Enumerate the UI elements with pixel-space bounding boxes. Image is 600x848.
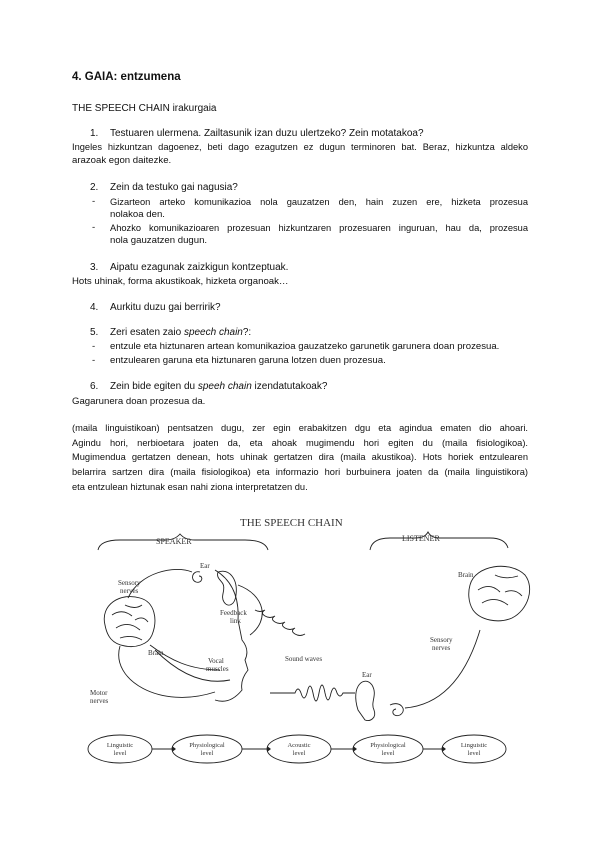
subtitle: THE SPEECH CHAIN irakurgaia xyxy=(72,103,217,114)
question-text-italic: speeh chain xyxy=(197,381,252,392)
question-text: Zein da testuko gai nagusia? xyxy=(110,182,238,193)
label-vocal-muscles: Vocal xyxy=(208,657,224,665)
question-number: 2. xyxy=(90,182,99,193)
listener-label: LISTENER xyxy=(402,534,440,543)
speaker-label: SPEAKER xyxy=(156,537,192,546)
sound-wave-line xyxy=(270,685,355,701)
question-text-part: ?: xyxy=(242,327,252,338)
bullet-line: nolakoa den. xyxy=(110,209,165,220)
feedback-wave xyxy=(255,610,305,636)
bullet-dash: - xyxy=(92,341,96,352)
label-feedback: Feedback xyxy=(220,609,247,617)
question-text: Testuaren ulermena. Zailtasunik izan duzu ulertzeko? Zein motatakoa? xyxy=(110,128,424,139)
label-brain-right: Brain xyxy=(458,571,474,579)
level-label: Physiological xyxy=(189,742,225,749)
bullet-line: Gizarteon arteko komunikazioa nola gauzatzen den, hain zuzen ere, hizketa prozesua xyxy=(110,197,528,207)
label-ear-left: Ear xyxy=(200,562,210,570)
label-ear-right: Ear xyxy=(362,671,372,679)
label-sound-waves: Sound waves xyxy=(285,655,323,663)
speaker-ear-cochlea xyxy=(193,572,202,583)
question-number: 4. xyxy=(90,302,99,313)
bullet-dash: - xyxy=(92,222,96,233)
label-feedback: link xyxy=(230,617,241,625)
answer-line: Gagarunera doan prozesua da. xyxy=(72,396,206,407)
figure-title: THE SPEECH CHAIN xyxy=(240,517,343,529)
paragraph-line: (maila linguistikoan) pentsatzen dugu, zer egin erabakitzen dgu eta agindua ematen dio ahoari. xyxy=(72,423,528,433)
question-text: Aipatu ezagunak zaizkigun kontzeptuak. xyxy=(110,262,289,273)
question-number: 5. xyxy=(90,327,99,338)
label-motor-nerves: nerves xyxy=(90,697,109,705)
label-vocal-muscles: muscles xyxy=(206,665,229,673)
paragraph-line: Agindu hori, nerbioetara joaten da, eta ahoak mugimendu hori egiten du (maila fisiologikoa). xyxy=(72,438,528,448)
bullet-line: Ahozko komunikazioaren prozesuan hizkuntzaren prozesuaren inguruan, hau da, prozesua xyxy=(110,223,528,233)
bullet-line: entzule eta hiztunaren artean komunikazioa gauzatzeko garunetik garunera doan prozesua. xyxy=(110,341,500,352)
level-label: level xyxy=(467,750,481,757)
label-sensory-nerves-left: Sensory xyxy=(118,579,141,587)
listener-ear-cochlea xyxy=(390,704,403,716)
question-number: 3. xyxy=(90,262,99,273)
brain-folds xyxy=(478,575,522,605)
level-ellipse-5 xyxy=(442,735,506,763)
question-text-part: Zein bide egiten du xyxy=(110,381,198,392)
answer-line: Hots uhinak, forma akustikoak, hizketa organoak… xyxy=(72,276,289,287)
level-label: level xyxy=(292,750,306,757)
speech-chain-diagram xyxy=(80,510,540,785)
page-title: 4. GAIA: entzumena xyxy=(72,71,181,83)
motor-nerve-arc xyxy=(119,646,215,697)
question-text-part: izendatutakoak? xyxy=(251,381,328,392)
speaker-ear-shape xyxy=(218,571,237,605)
label-brain-left: Brain xyxy=(148,649,164,657)
level-label: Linguistic xyxy=(106,742,134,749)
brain-folds xyxy=(112,605,148,640)
answer-line: arazoak egon daitezke. xyxy=(72,155,172,166)
level-ellipse-4 xyxy=(353,735,423,763)
question-text xyxy=(110,326,251,340)
question-text-italic: speech chain xyxy=(183,327,243,338)
level-label: Physiological xyxy=(370,742,406,749)
label-sensory-nerves-right: Sensory xyxy=(430,636,453,644)
level-label: Acoustic xyxy=(287,742,311,749)
answer-line: Ingeles hizkuntzan dagoenez, beti dago ezagutzen ez dugun terminoren bat. Beraz, hizkuntza aldeko xyxy=(72,142,528,152)
question-text xyxy=(110,380,327,394)
question-text-part: Zeri esaten zaio xyxy=(110,327,184,338)
level-label: Linguistic xyxy=(460,742,488,749)
bullet-line: entzulearen garuna eta hiztunaren garuna lotzen duen prozesua. xyxy=(110,355,386,366)
level-label: level xyxy=(381,750,395,757)
bullet-line: nola gauzatzen dugun. xyxy=(110,235,208,246)
listener-ear-shape xyxy=(356,681,375,720)
level-ellipse-3 xyxy=(267,735,331,763)
level-label: level xyxy=(200,750,214,757)
level-ellipse-1 xyxy=(88,735,152,763)
level-label: level xyxy=(113,750,127,757)
bullet-dash: - xyxy=(92,196,96,207)
question-text: Aurkitu duzu gai berririk? xyxy=(110,302,221,313)
level-ellipse-2 xyxy=(172,735,242,763)
label-motor-nerves: Motor xyxy=(90,689,108,697)
paragraph-line: Mugimendua gertatzen denean, hots uhinak gertatzen dira (maila akustikoa). Hots horiek entzulearen xyxy=(72,452,528,462)
question-number: 6. xyxy=(90,381,99,392)
listener-brain-outline xyxy=(469,566,530,621)
label-sensory-nerves-left: nerves xyxy=(120,587,139,595)
bullet-dash: - xyxy=(92,355,96,366)
question-number: 1. xyxy=(90,128,99,139)
paragraph-line: belarrira sartzen dira (maila fisiologikoa) eta informazio hori burbuinera joaten da (maila linguistikora) xyxy=(72,467,528,477)
paragraph-line: eta entzulean hiztunak esan nahi ziona interpretatzen du. xyxy=(72,482,308,492)
label-sensory-nerves-right: nerves xyxy=(432,644,451,652)
